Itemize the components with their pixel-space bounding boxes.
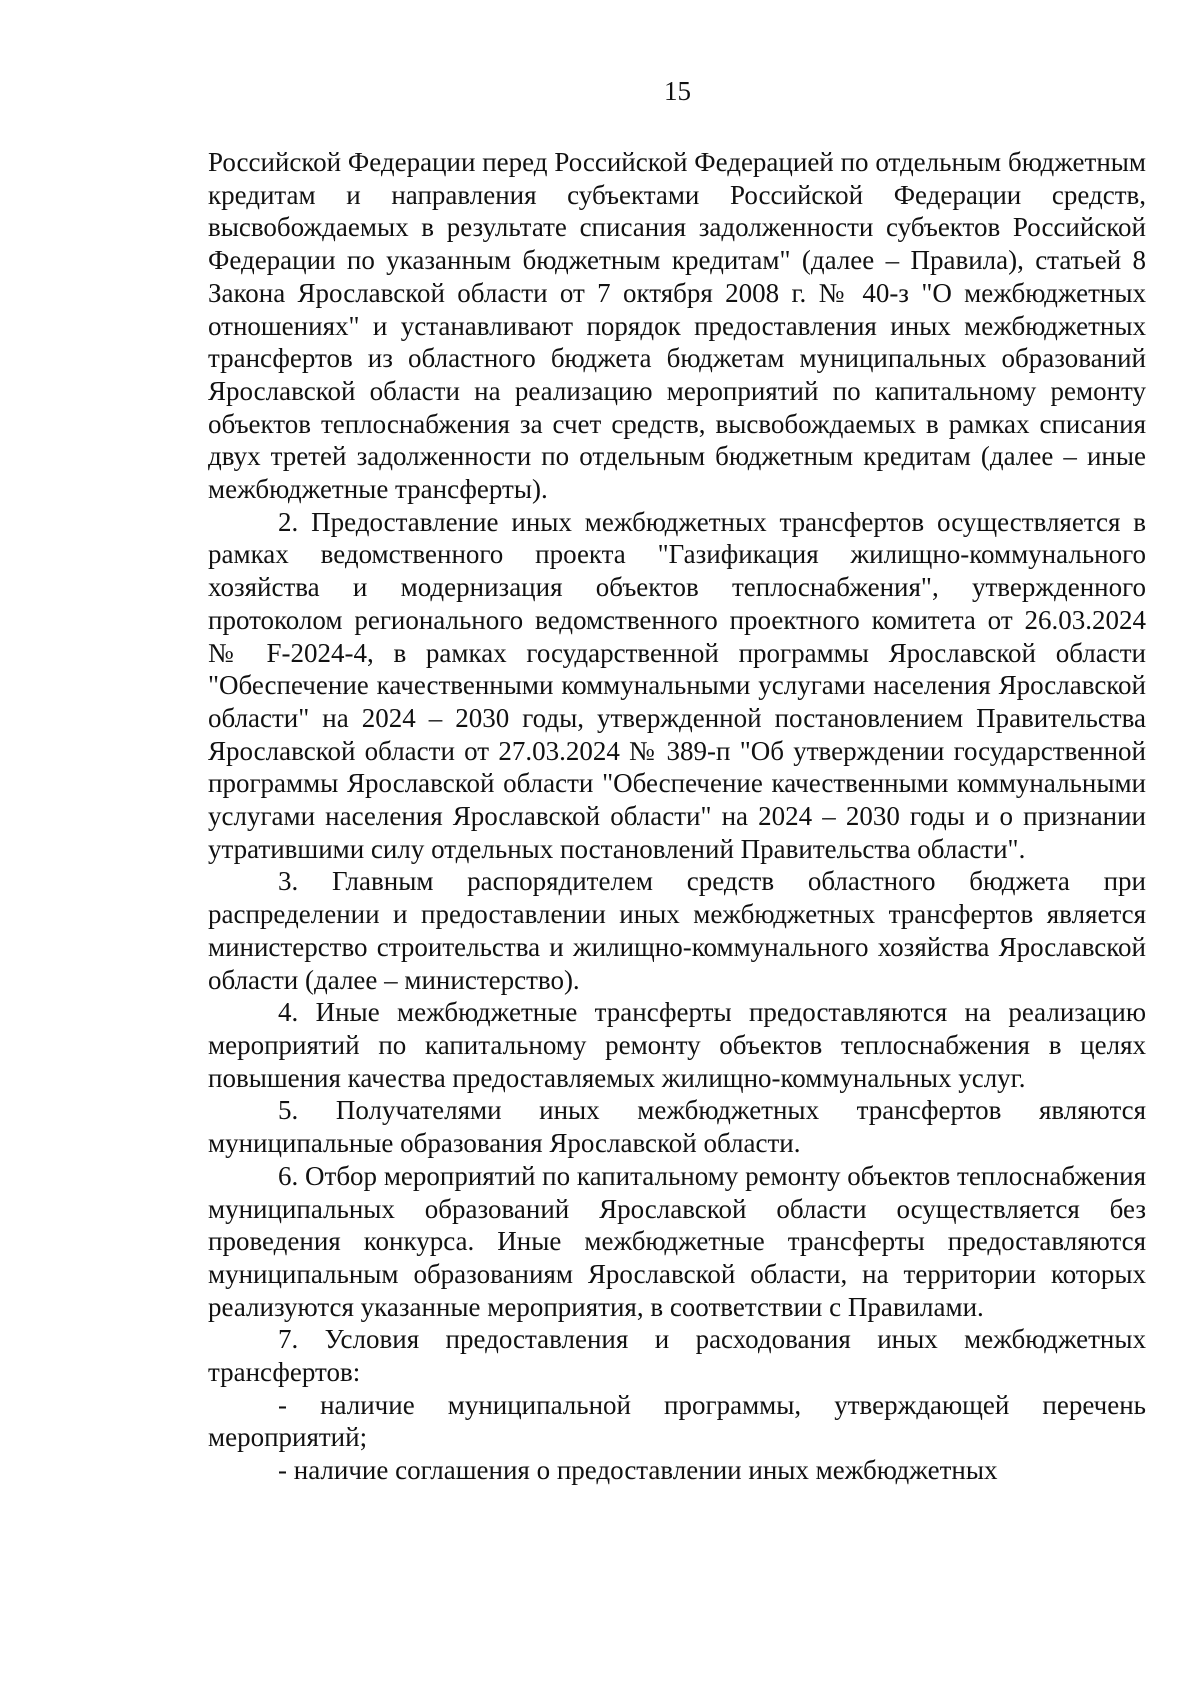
page-number: 15 [664,76,691,106]
document-body [208,146,1146,1487]
paragraph-6: 6. Отбор мероприятий по капитальному ремонту объектов теплоснабжения муниципальных образований Ярославской области осуществляется без проведения конкурса. Иные межбюджетные трансферты предоставляются муниципальным образованиям Ярославской области, на территории которых реализуются указанные мероприятия, в соответствии с Правилами. [208,1160,1146,1322]
paragraph-3: 3. Главным распорядителем средств областного бюджета при распределении и предоставлении иных межбюджетных трансфертов является министерство строительства и жилищно-коммунального хозяйства Ярославской области (далее – министерство). [208,866,1146,995]
paragraph-continuation: Российской Федерации перед Российской Федерацией по отдельным бюджетным кредитам и направления субъектами Российской Федерации средств, высвобождаемых в результате списания задолженности субъектов Российской Федерации по указанным бюджетным кредитам" (далее – Правила), статьей 8 Закона Ярославской области от 7 октября 2008 г. № 40-з "О межбюджетных отношениях" и устанавливают порядок предоставления иных межбюджетных трансфертов из областного бюджета бюджетам муниципальных образований Ярославской области на реализацию мероприятий по капитальному ремонту объектов теплоснабжения за счет средств, высвобождаемых в рамках списания двух третей задолженности по отдельным бюджетным кредитам (далее – иные межбюджетные трансферты). [208,147,1146,505]
paragraph-2: 2. Предоставление иных межбюджетных трансфертов осуществляется в рамках ведомственного проекта "Газификация жилищно-коммунального хозяйства и модернизация объектов теплоснабжения", утвержденного протоколом регионального ведомственного проектного комитета от 26.03.2024 № F-2024-4, в рамках государственной программы Ярославской области "Обеспечение качественными коммунальными услугами населения Ярославской области" на 2024 – 2030 годы, утвержденной постановлением Правительства Ярославской области от 27.03.2024 № 389-п "Об утверждении государственной программы Ярославской области "Обеспечение качественными коммунальными услугами населения Ярославской области" на 2024 – 2030 годы и о признании утратившими силу отдельных постановлений Правительства области". [208,506,1146,864]
list-item-program: - наличие муниципальной программы, утверждающей перечень мероприятий; [208,1389,1146,1453]
list-item-agreement: - наличие соглашения о предоставлении иных межбюджетных [278,1455,998,1486]
paragraph-5: 5. Получателями иных межбюджетных трансфертов являются муниципальные образования Ярославской области. [208,1095,1146,1159]
paragraph-7: 7. Условия предоставления и расходования иных межбюджетных трансфертов: [208,1324,1146,1388]
paragraph-4: 4. Иные межбюджетные трансферты предоставляются на реализацию мероприятий по капитальному ремонту объектов теплоснабжения в целях повышения качества предоставляемых жилищно-коммунальных услуг. [208,997,1146,1093]
